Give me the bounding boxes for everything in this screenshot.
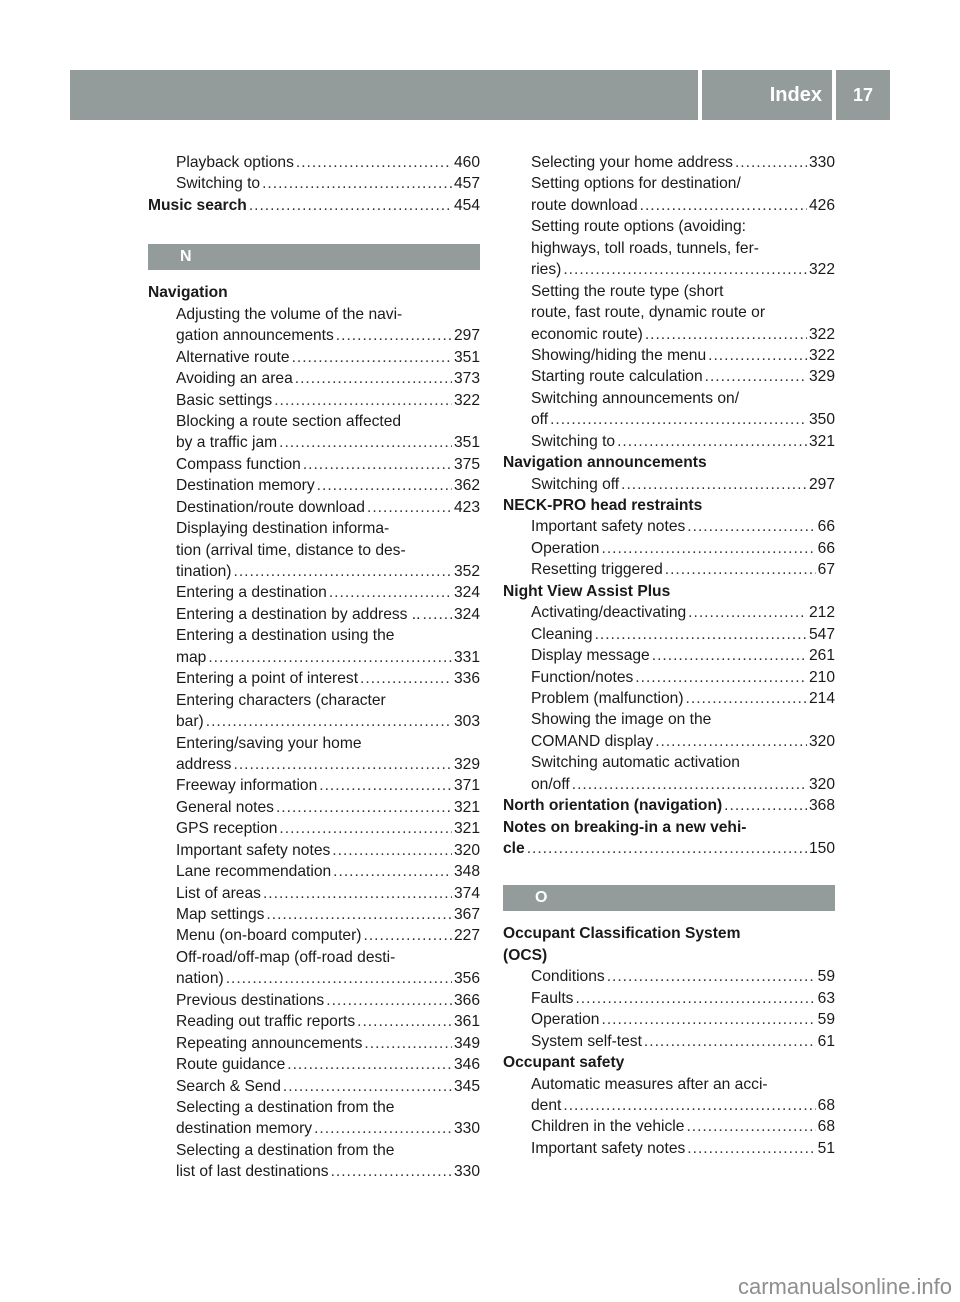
index-page-ref: 361	[453, 1013, 480, 1031]
index-entry	[148, 668, 480, 689]
index-page-ref: 336	[453, 670, 480, 688]
leader-dots	[722, 795, 807, 816]
index-page-ref: 67	[817, 561, 835, 579]
index-page-ref: 330	[453, 1120, 480, 1138]
index-entry-line: tion (arrival time, distance to des-	[176, 541, 406, 559]
index-page-ref: 210	[808, 668, 835, 686]
leader-dots	[570, 774, 807, 795]
leader-dots	[330, 840, 452, 861]
index-page-ref: 356	[453, 970, 480, 988]
index-page-ref: 375	[453, 455, 480, 473]
index-entry	[503, 195, 835, 216]
index-entry-text: General notes	[176, 798, 274, 816]
index-entry	[503, 1138, 835, 1159]
leader-dots	[274, 797, 452, 818]
index-entry-line: Off-road/off-map (off-road desti-	[176, 948, 396, 966]
index-entry	[503, 966, 835, 987]
index-page-ref: 61	[817, 1032, 835, 1050]
index-page-ref: 66	[817, 518, 835, 536]
index-page-ref: 367	[453, 906, 480, 923]
index-page-ref: 59	[817, 968, 835, 986]
leader-dots	[358, 668, 452, 689]
index-entry-text: Previous destinations	[176, 991, 325, 1009]
index-page-ref: 374	[453, 884, 480, 902]
leader-dots	[206, 647, 452, 668]
leader-dots	[599, 1009, 815, 1030]
index-page-ref: 212	[808, 604, 835, 622]
index-column-left	[148, 152, 480, 1183]
leader-dots	[315, 475, 452, 496]
index-entry	[148, 968, 480, 989]
page-number: 17	[836, 70, 890, 120]
index-heading: Occupant safety	[503, 1054, 625, 1072]
index-entry-text: destination memory	[176, 1120, 313, 1138]
index-page-ref: 322	[808, 261, 835, 279]
leader-dots	[525, 838, 807, 859]
index-entry	[148, 604, 480, 625]
index-entry-text: ries)	[531, 261, 562, 279]
index-entry	[148, 754, 480, 775]
index-entry-text: address	[176, 755, 232, 773]
index-page-ref: 366	[453, 991, 480, 1009]
index-entry-text: Selecting your home address	[531, 154, 733, 171]
index-page-ref: 373	[453, 370, 480, 388]
leader-dots	[663, 559, 816, 580]
index-entry	[148, 368, 480, 389]
leader-dots	[329, 1161, 452, 1182]
index-entry-text: Avoiding an area	[176, 370, 293, 388]
index-entry-text: COMAND display	[531, 732, 654, 750]
leader-dots	[277, 432, 452, 453]
index-entry-text: cle	[503, 840, 525, 857]
index-page-ref: 330	[808, 154, 835, 171]
index-entry-line: Entering a destination using the	[176, 627, 395, 645]
index-heading: Night View Assist Plus	[503, 582, 671, 600]
index-page-ref: 346	[453, 1056, 480, 1074]
index-entry	[148, 173, 480, 194]
index-page-ref: 331	[453, 648, 480, 666]
leader-dots	[605, 966, 816, 987]
index-entry-text: route download	[531, 196, 638, 214]
index-entry	[148, 1054, 480, 1075]
index-heading: NECK-PRO head restraints	[503, 497, 703, 514]
section-letter: N	[148, 244, 480, 270]
leader-dots	[301, 454, 452, 475]
index-entry	[503, 645, 835, 666]
index-entry-text: Freeway information	[176, 777, 318, 795]
index-entry-text: North orientation (navigation)	[503, 797, 723, 815]
index-page-ref: 63	[817, 989, 835, 1007]
index-page-ref: 324	[453, 584, 480, 602]
leader-dots	[653, 731, 807, 752]
index-entry-text: list of last destinations	[176, 1163, 329, 1181]
index-entry-text: Operation	[531, 539, 600, 557]
index-entry-text: map	[176, 648, 207, 666]
leader-dots	[317, 775, 452, 796]
index-entry	[148, 454, 480, 475]
index-heading: Navigation	[148, 284, 228, 302]
index-entry	[148, 1161, 480, 1182]
index-page-ref: 368	[808, 797, 835, 815]
index-entry	[503, 731, 835, 752]
index-entry	[503, 559, 835, 580]
index-page-ref: 460	[453, 154, 480, 171]
leader-dots	[685, 516, 815, 537]
index-entry	[148, 883, 480, 904]
index-page-ref: 303	[453, 713, 480, 731]
index-entry-text: Music search	[148, 196, 247, 214]
leader-dots	[638, 195, 807, 216]
index-entry-text: Playback options	[176, 154, 294, 171]
leader-dots	[331, 861, 452, 882]
leader-dots	[277, 818, 452, 839]
index-entry-text: Important safety notes	[531, 518, 686, 536]
index-entry	[503, 688, 835, 709]
index-entry	[503, 259, 835, 280]
index-entry	[148, 818, 480, 839]
index-entry-text: Cleaning	[531, 625, 593, 643]
leader-dots	[294, 152, 452, 173]
index-page-ref: 348	[453, 863, 480, 881]
index-page-ref: 371	[453, 777, 480, 795]
index-entry-line: Entering characters (character	[176, 691, 386, 709]
leader-dots	[260, 173, 452, 194]
index-entry	[148, 904, 480, 925]
index-entry-text: Destination memory	[176, 477, 315, 495]
index-entry-text: Problem (malfunction)	[531, 689, 684, 707]
index-page-ref: 51	[817, 1139, 835, 1157]
index-entry	[148, 195, 480, 216]
leader-dots	[290, 347, 452, 368]
index-entry-text: Activating/deactivating	[531, 604, 687, 622]
leader-dots	[573, 988, 815, 1009]
leader-dots	[272, 390, 452, 411]
index-entry-text: Resetting triggered	[531, 561, 663, 579]
index-entry-text: Map settings	[176, 906, 265, 923]
index-entry	[503, 774, 835, 795]
index-entry-text: economic route)	[531, 325, 643, 343]
index-entry-text: Search & Send	[176, 1077, 281, 1095]
leader-dots	[362, 1033, 452, 1054]
header-title: Index	[702, 70, 832, 120]
index-entry-text: Entering a destination	[176, 584, 327, 602]
index-entry-text: Repeating announcements	[176, 1034, 363, 1052]
index-entry-text: Function/notes	[531, 668, 634, 686]
leader-dots	[231, 754, 451, 775]
index-entry-line: Entering/saving your home	[176, 734, 362, 752]
index-entry-text: Compass function	[176, 455, 301, 473]
leader-dots	[312, 1118, 452, 1139]
index-page-ref: 227	[453, 927, 480, 945]
index-page-ref: 321	[453, 798, 480, 816]
leader-dots	[334, 325, 452, 346]
index-entry	[503, 667, 835, 688]
leader-dots	[593, 624, 807, 645]
index-page-ref: 322	[808, 325, 835, 343]
index-entry-text: Children in the vehicle	[531, 1118, 685, 1136]
index-entry	[503, 1009, 835, 1030]
index-entry-text: Destination/route download	[176, 498, 365, 516]
leader-dots	[285, 1054, 452, 1075]
leader-dots	[619, 474, 807, 495]
page-header	[70, 70, 890, 120]
leader-dots	[684, 688, 807, 709]
index-entry-text: Important safety notes	[531, 1139, 686, 1157]
index-page-ref: 214	[808, 689, 835, 707]
index-entry	[148, 925, 480, 946]
leader-dots	[281, 1076, 452, 1097]
leader-dots	[599, 538, 815, 559]
index-entry	[503, 1095, 835, 1116]
index-entry	[503, 538, 835, 559]
index-entry-line: Notes on breaking-in a new vehi-	[503, 818, 747, 836]
index-page-ref: 345	[453, 1077, 480, 1095]
index-entry-text: by a traffic jam	[176, 434, 278, 452]
index-entry	[148, 1011, 480, 1032]
leader-dots	[703, 366, 807, 387]
index-entry-line: highways, toll roads, tunnels, fer-	[531, 239, 759, 257]
leader-dots	[706, 345, 807, 366]
index-heading: Occupant Classification System	[503, 925, 741, 943]
index-entry-line: Showing the image on the	[531, 711, 712, 729]
index-entry	[148, 775, 480, 796]
index-entry	[148, 561, 480, 582]
index-page-ref: 423	[453, 498, 480, 516]
index-entry-text: Basic settings	[176, 391, 273, 409]
index-entry-line: route, fast route, dynamic route or	[531, 304, 766, 322]
index-page-ref: 261	[808, 647, 835, 665]
index-entry-text: Reading out traffic reports	[176, 1013, 356, 1031]
index-page-ref: 320	[808, 732, 835, 750]
index-entry-text: Lane recommendation	[176, 863, 332, 881]
index-entry-text: Important safety notes	[176, 841, 331, 859]
index-entry	[148, 647, 480, 668]
index-entry-text: Menu (on-board computer)	[176, 927, 362, 945]
leader-dots	[355, 1011, 452, 1032]
index-entry	[148, 582, 480, 603]
leader-dots	[264, 904, 452, 925]
index-entry-line: Setting the route type (short	[531, 282, 724, 300]
leader-dots	[324, 990, 452, 1011]
index-heading: (OCS)	[503, 946, 548, 964]
index-entry-text: GPS reception	[176, 820, 278, 838]
leader-dots	[650, 645, 807, 666]
index-page-ref: 322	[453, 391, 480, 409]
index-entry	[503, 324, 835, 345]
index-entry-text: bar)	[176, 713, 204, 731]
index-page-ref: 350	[808, 411, 835, 429]
index-entry	[148, 1118, 480, 1139]
index-entry-text: Switching to	[176, 175, 261, 193]
index-page-ref: 329	[453, 755, 480, 773]
index-page-ref: 457	[453, 175, 480, 193]
leader-dots	[733, 152, 807, 173]
index-entry-text: nation)	[176, 970, 224, 988]
index-page-ref: 321	[453, 820, 480, 838]
index-entry	[503, 624, 835, 645]
index-entry	[148, 1033, 480, 1054]
index-page-ref: 349	[453, 1034, 480, 1052]
index-page-ref: 330	[453, 1163, 480, 1181]
index-entry	[148, 347, 480, 368]
index-page-ref: 352	[453, 563, 480, 580]
index-entry-line: Blocking a route section affected	[176, 412, 402, 430]
index-entry	[148, 497, 480, 518]
leader-dots	[365, 497, 452, 518]
index-entry	[503, 602, 835, 623]
leader-dots	[643, 324, 807, 345]
index-page-ref: 68	[817, 1096, 835, 1114]
index-page-ref: 351	[453, 434, 480, 452]
index-page-ref: 320	[808, 775, 835, 793]
index-entry-text: System self-test	[531, 1032, 642, 1050]
leader-dots	[548, 409, 807, 430]
index-column-right	[503, 152, 835, 1159]
index-entry	[503, 516, 835, 537]
leader-dots	[686, 602, 807, 623]
index-page-ref: 68	[817, 1118, 835, 1136]
index-entry-text: Showing/hiding the menu	[531, 346, 707, 364]
index-page-ref: 59	[817, 1011, 835, 1029]
index-entry-line: Setting options for destination/	[531, 175, 741, 193]
index-entry	[503, 838, 835, 859]
index-entry-text: Operation	[531, 1011, 600, 1029]
index-entry-text: Starting route calculation	[531, 368, 703, 386]
index-entry	[148, 840, 480, 861]
index-entry-line: Switching automatic activation	[531, 754, 740, 772]
leader-dots	[684, 1116, 815, 1137]
index-page-ref: 321	[808, 432, 835, 450]
index-entry	[148, 152, 480, 173]
index-entry-text: Display message	[531, 647, 650, 665]
index-entry	[503, 345, 835, 366]
index-entry	[503, 988, 835, 1009]
index-page-ref: 297	[453, 327, 480, 345]
spacer	[148, 216, 480, 224]
index-page-ref: 324	[453, 605, 480, 623]
leader-dots	[642, 1031, 816, 1052]
index-entry-text: Conditions	[531, 968, 605, 986]
index-entry-line: Automatic measures after an acci-	[531, 1075, 768, 1093]
index-page-ref: 362	[453, 477, 480, 495]
leader-dots	[420, 604, 452, 625]
leader-dots	[261, 883, 452, 904]
index-entry-line: Switching announcements on/	[531, 389, 740, 407]
index-entry	[503, 152, 835, 173]
index-entry-line: Setting route options (avoiding:	[531, 218, 746, 236]
index-entry-text: Faults	[531, 989, 574, 1007]
index-page-ref: 322	[808, 346, 835, 364]
index-entry-text: on/off	[531, 775, 570, 793]
leader-dots	[327, 582, 452, 603]
index-page-ref: 547	[808, 625, 835, 643]
index-page-ref: 297	[808, 475, 835, 493]
index-entry	[148, 432, 480, 453]
leader-dots	[293, 368, 452, 389]
index-entry	[148, 711, 480, 732]
spacer	[503, 859, 835, 865]
index-entry	[503, 431, 835, 452]
index-entry	[503, 795, 835, 816]
index-entry-text: tination)	[176, 563, 232, 580]
index-entry-text: Route guidance	[176, 1056, 286, 1074]
index-entry-text: Switching to	[531, 432, 616, 450]
index-entry	[148, 861, 480, 882]
index-entry	[148, 797, 480, 818]
watermark: carmanualsonline.info	[737, 1274, 952, 1299]
index-entry	[503, 1031, 835, 1052]
index-page-ref: 329	[808, 368, 835, 386]
index-entry-line: Selecting a destination from the	[176, 1098, 395, 1116]
index-heading: Navigation announcements	[503, 454, 707, 472]
index-page-ref: 454	[453, 196, 480, 214]
index-entry	[503, 366, 835, 387]
index-entry-line: Selecting a destination from the	[176, 1141, 395, 1159]
index-entry-line: Displaying destination informa-	[176, 520, 390, 538]
index-entry	[503, 1116, 835, 1137]
index-entry	[503, 409, 835, 430]
index-entry-text: Entering a destination by address ..	[176, 605, 421, 623]
index-page-ref: 320	[453, 841, 480, 859]
index-entry-text: Switching off	[531, 475, 620, 493]
index-entry-text: Entering a point of interest	[176, 670, 359, 688]
index-entry-text: Alternative route	[176, 348, 290, 366]
index-entry	[503, 474, 835, 495]
index-page-ref: 66	[817, 539, 835, 557]
header-bar	[70, 70, 698, 120]
index-entry	[148, 475, 480, 496]
section-letter: O	[503, 885, 835, 911]
index-entry	[148, 1076, 480, 1097]
index-page-ref: 426	[808, 196, 835, 214]
leader-dots	[361, 925, 451, 946]
leader-dots	[247, 195, 452, 216]
leader-dots	[204, 711, 452, 732]
index-page-ref: 351	[453, 348, 480, 366]
index-entry	[148, 325, 480, 346]
index-entry-text: List of areas	[176, 884, 261, 902]
leader-dots	[685, 1138, 815, 1159]
leader-dots	[231, 561, 451, 582]
leader-dots	[561, 259, 807, 280]
index-entry	[148, 990, 480, 1011]
index-entry	[148, 390, 480, 411]
index-entry-text: gation announcements	[176, 327, 334, 345]
index-entry-text: dent	[531, 1096, 562, 1114]
index-entry-line: Adjusting the volume of the navi-	[176, 305, 403, 323]
leader-dots	[633, 667, 807, 688]
leader-dots	[561, 1095, 815, 1116]
leader-dots	[615, 431, 807, 452]
index-page-ref: 150	[808, 840, 835, 857]
leader-dots	[224, 968, 452, 989]
index-entry-text: off	[531, 411, 549, 429]
